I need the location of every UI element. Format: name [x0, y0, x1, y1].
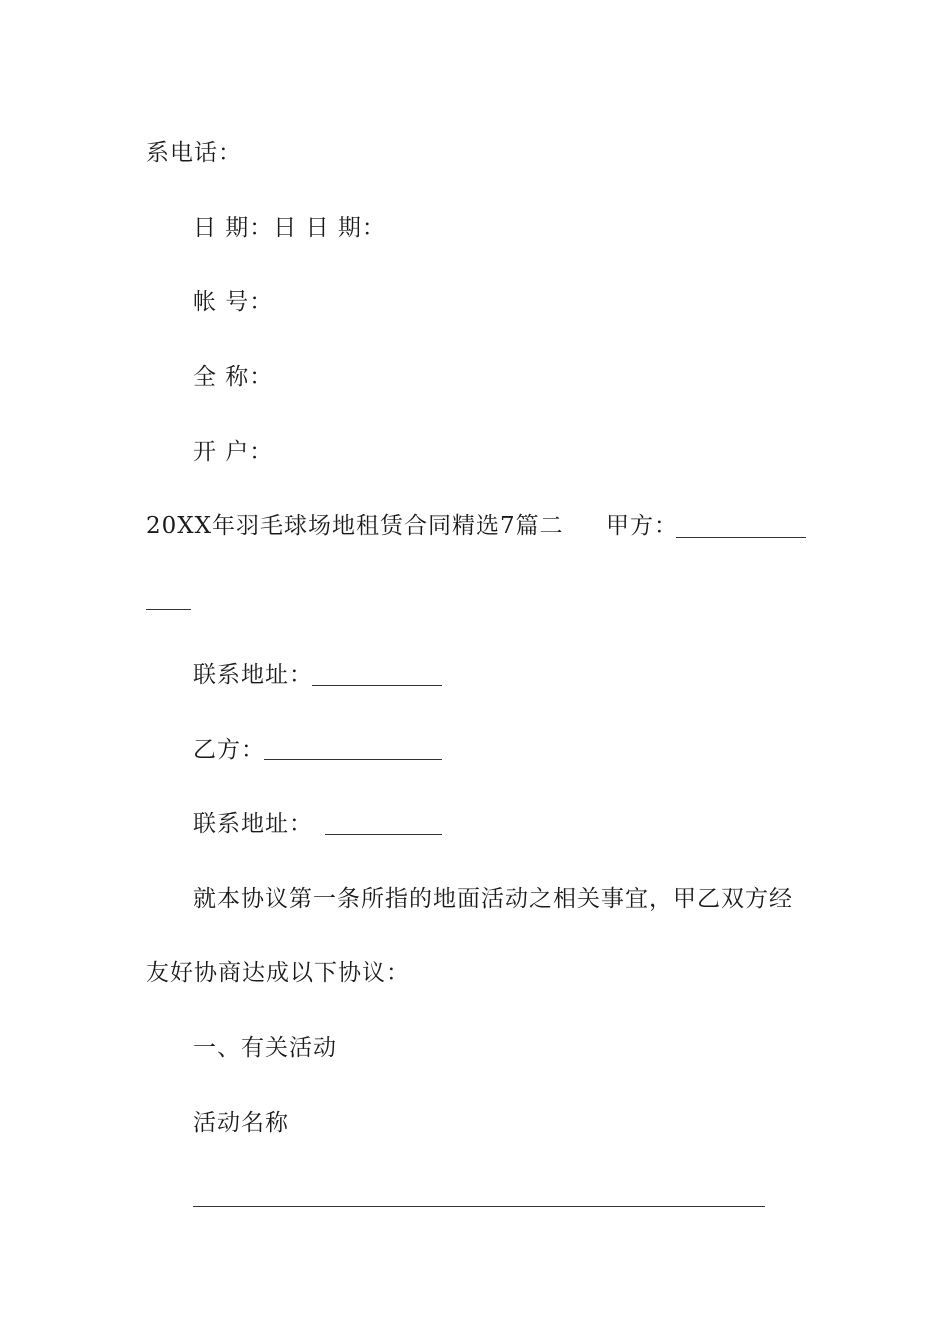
party-a-label: 甲方：	[606, 513, 678, 539]
section-title: 20XX年羽毛球场地租赁合同精选7篇二	[146, 513, 564, 539]
contact-address-a-label: 联系地址：	[193, 662, 313, 688]
full-name-label: 全 称：	[193, 364, 274, 390]
bank-label: 开 户：	[193, 439, 274, 465]
activity-name-label: 活动名称	[193, 1110, 289, 1136]
party-b-blank	[264, 759, 442, 760]
contact-address-b-blank	[325, 834, 442, 835]
date-label: 日 期：日 日 期：	[193, 215, 386, 241]
party-a-blank-continued	[146, 609, 191, 610]
contact-address-b-label: 联系地址：	[193, 811, 313, 837]
activity-name-blank	[193, 1206, 765, 1207]
account-label: 帐 号：	[193, 289, 274, 315]
contact-address-a-blank	[312, 685, 442, 686]
party-a-blank	[676, 537, 806, 538]
party-b-label: 乙方：	[193, 737, 265, 763]
clause-1-heading: 一、有关活动	[193, 1035, 337, 1061]
agreement-intro-line-1: 就本协议第一条所指的地面活动之相关事宜，甲乙双方经	[193, 886, 793, 912]
contact-phone-label: 系电话：	[146, 140, 242, 166]
agreement-intro-line-2: 友好协商达成以下协议：	[146, 960, 410, 986]
